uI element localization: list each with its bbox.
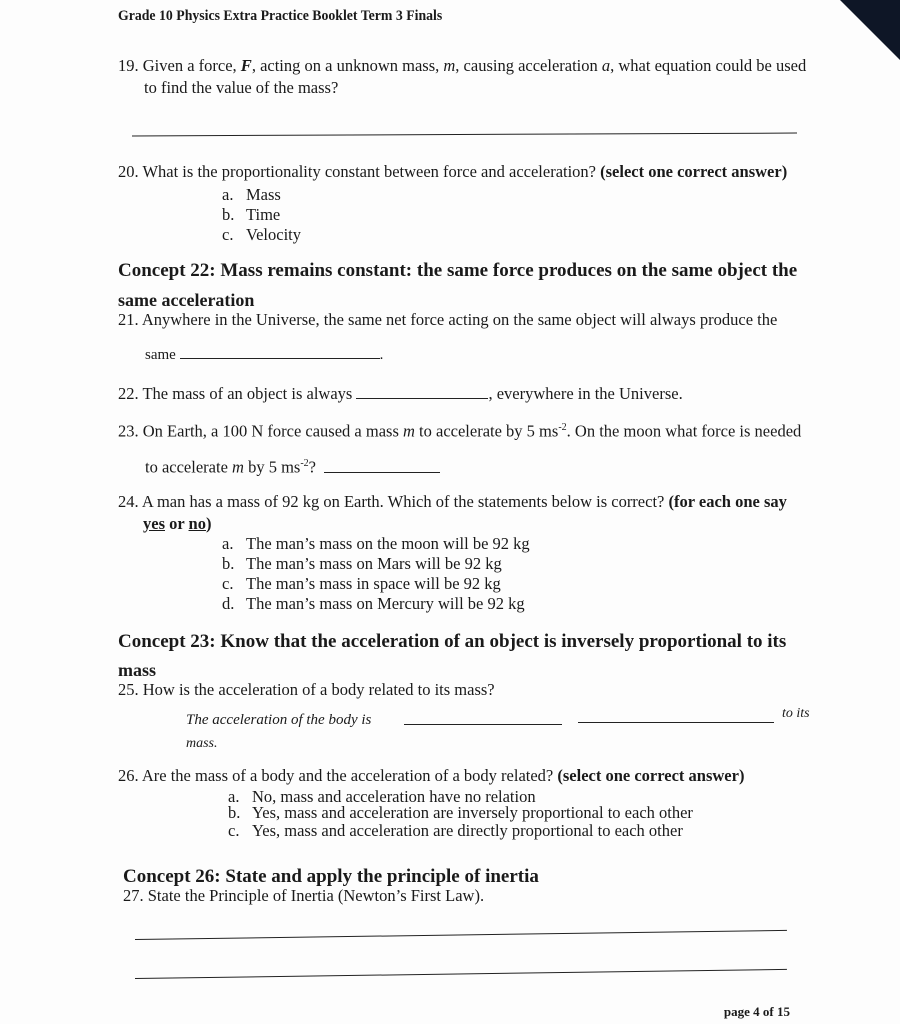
question-23: 23. On Earth, a 100 N force caused a mass m to accelerate by 5 $ms^{-2}$. On the moon what force is needed <box>118 421 802 441</box>
blank-25-b[interactable] <box>578 722 774 723</box>
question-19-line2: to find the value of the mass? <box>144 78 339 97</box>
question-21: 21. Anywhere in the Universe, the same net force acting on the same object will always produce the <box>118 310 778 329</box>
instruction: (select one correct answer) <box>600 162 788 181</box>
blank-23[interactable] <box>324 458 440 473</box>
question-21-line2: same . <box>145 344 383 365</box>
page-corner-shadow <box>840 0 900 60</box>
blank-22[interactable] <box>356 384 488 399</box>
answer-line-27-2[interactable] <box>135 969 787 979</box>
page-number: page 4 of 15 <box>723 1004 790 1019</box>
option-26c[interactable]: c. Yes, mass and acceleration are directly proportional to each other <box>228 821 683 840</box>
answer-template-25-line2: mass. <box>186 736 218 751</box>
option-20a[interactable]: a. Mass <box>222 185 281 204</box>
option-24a[interactable]: a. The man’s mass on the moon will be 92 kg <box>222 534 530 553</box>
answer-line-27-1[interactable] <box>135 930 787 940</box>
concept-23-heading: Concept 23: Know that the acceleration of an object is inversely proportional to its <box>118 631 787 652</box>
question-24: 24. A man has a mass of 92 kg on Earth. Which of the statements below is correct? (for each one say <box>118 492 787 511</box>
question-26: 26. Are the mass of a body and the acceleration of a body related? (select one correct answer) <box>118 766 745 785</box>
concept-26-heading: Concept 26: State and apply the principle of inertia <box>123 866 539 887</box>
option-24d[interactable]: d. The man’s mass on Mercury will be 92 kg <box>222 594 525 613</box>
question-20: 20. What is the proportionality constant between force and acceleration? (select one correct answer) <box>118 162 788 181</box>
option-24c[interactable]: c. The man’s mass in space will be 92 kg <box>222 574 501 593</box>
question-number: 19. <box>118 56 139 75</box>
option-26b[interactable]: b. Yes, mass and acceleration are inversely proportional to each other <box>228 803 693 822</box>
answer-template-25: The acceleration of the body is <box>186 712 372 728</box>
question-19: 19. Given a force, F, acting on a unknown mass, m, causing acceleration a, what equation could be used <box>118 56 807 75</box>
question-25: 25. How is the acceleration of a body related to its mass? <box>118 680 495 699</box>
blank-25-a[interactable] <box>404 724 562 725</box>
question-24-instruction: yes or no) <box>143 514 212 533</box>
document-header: Grade 10 Physics Extra Practice Booklet Term 3 Finals <box>118 8 443 24</box>
concept-23-heading-line2: mass <box>118 660 157 680</box>
question-23-line2: to accelerate m by 5 $ms^{-2}$? <box>145 454 440 478</box>
question-22: 22. The mass of an object is always , everywhere in the Universe. <box>118 384 683 403</box>
option-26a[interactable]: a. No, mass and acceleration have no relation <box>228 787 536 806</box>
concept-22-heading: Concept 22: Mass remains constant: the same force produces on the same object the <box>118 260 798 281</box>
option-20c[interactable]: c. Velocity <box>222 225 301 244</box>
option-20b[interactable]: b. Time <box>222 205 281 224</box>
answer-template-25-end: to its <box>782 706 810 721</box>
question-27: 27. State the Principle of Inertia (Newton’s First Law). <box>123 886 485 905</box>
answer-line-19[interactable] <box>132 133 797 137</box>
concept-22-heading-line2: same acceleration <box>118 290 255 310</box>
option-24b[interactable]: b. The man’s mass on Mars will be 92 kg <box>222 554 502 573</box>
blank-21[interactable] <box>180 344 380 359</box>
